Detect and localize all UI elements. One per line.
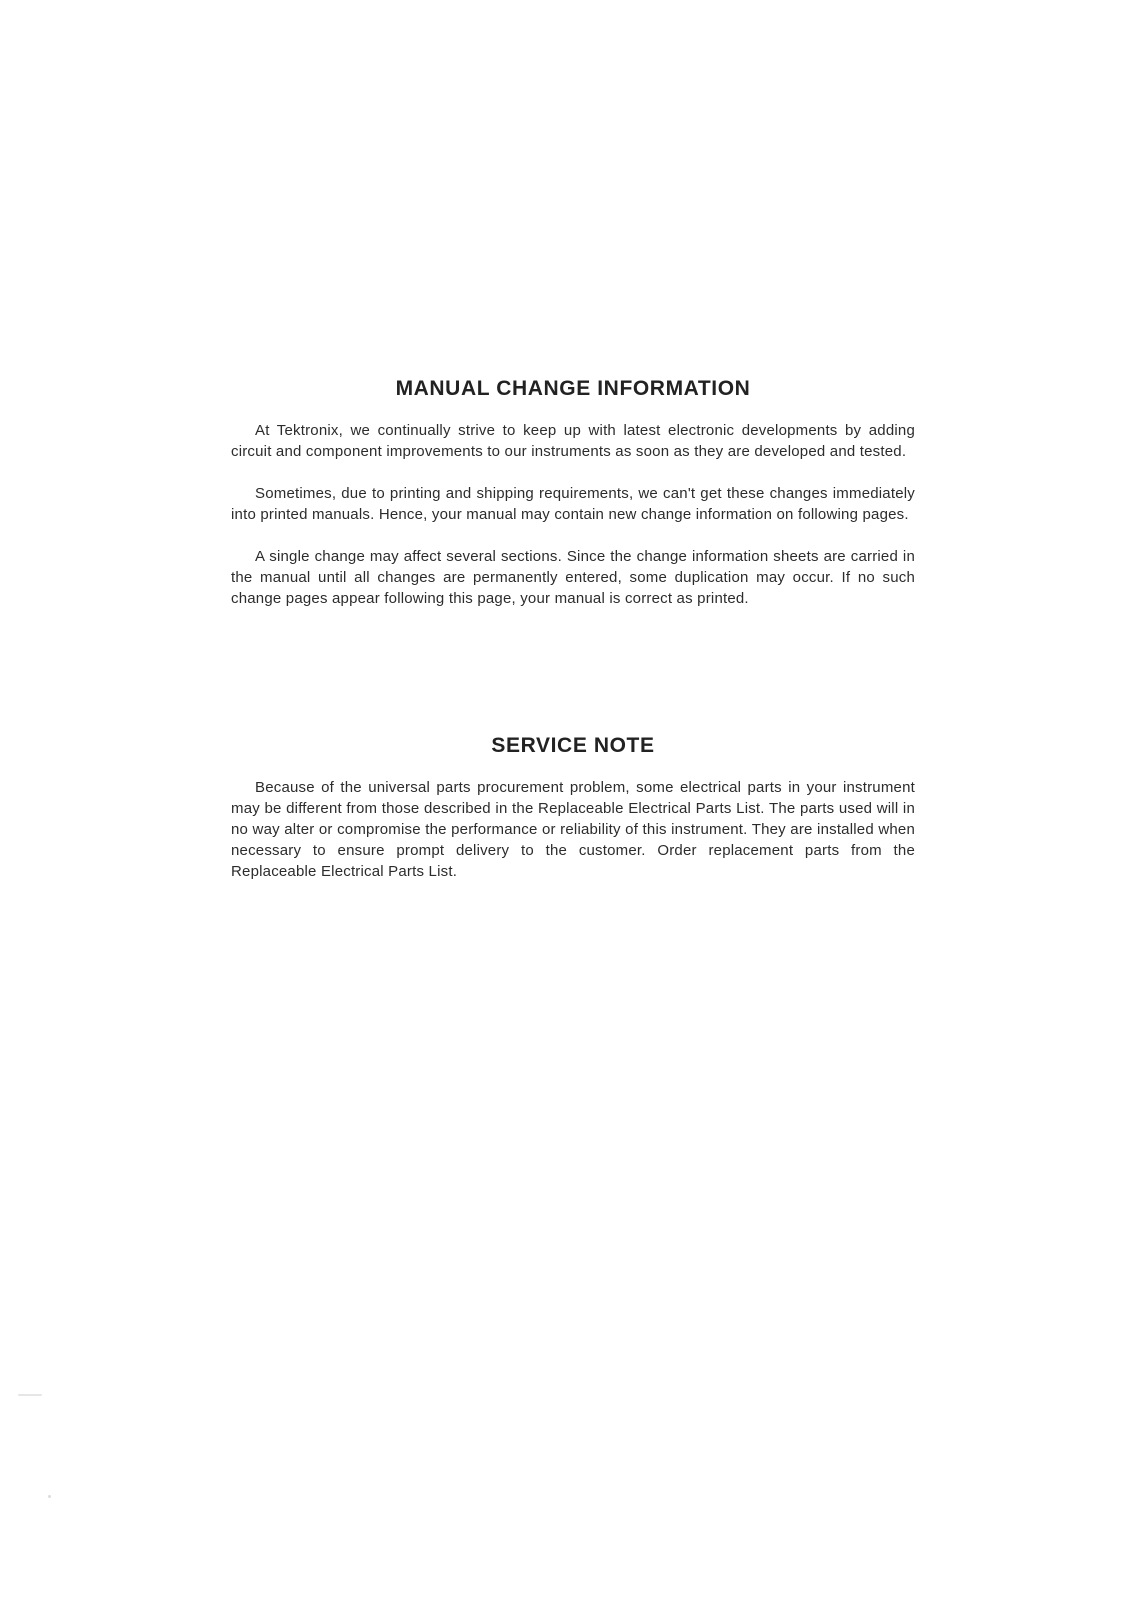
scan-speck: [18, 1394, 42, 1396]
manual-change-paragraph: At Tektronix, we continually strive to keep up with latest electronic developments by adding circuit and component improvements to our instruments as soon as they are developed and tested.: [231, 422, 915, 460]
manual-change-paragraph: Sometimes, due to printing and shipping requirements, we can't get these changes immediately into printed manuals. Hence, your manual may contain new change information on following pages.: [231, 485, 915, 523]
manual-change-section: [231, 377, 915, 609]
service-note-paragraph: Because of the universal parts procurement problem, some electrical parts in your instrument may be different from those described in the Replaceable Electrical Parts List. The parts used will in no way alter or compromise the performance or reliability of this instrument. They are installed when necessary to ensure prompt delivery to the customer. Order replacement parts from the Replaceable Electrical Parts List.: [231, 779, 915, 880]
service-note-heading: SERVICE NOTE: [491, 734, 655, 757]
manual-change-paragraph: A single change may affect several sections. Since the change information sheets are carried in the manual until all changes are permanently entered, some duplication may occur. If no such change pages appear following this page, your manual is correct as printed.: [231, 548, 915, 607]
scan-speck: [48, 1495, 51, 1498]
service-note-section: [231, 734, 915, 882]
manual-change-heading: MANUAL CHANGE INFORMATION: [395, 377, 751, 400]
